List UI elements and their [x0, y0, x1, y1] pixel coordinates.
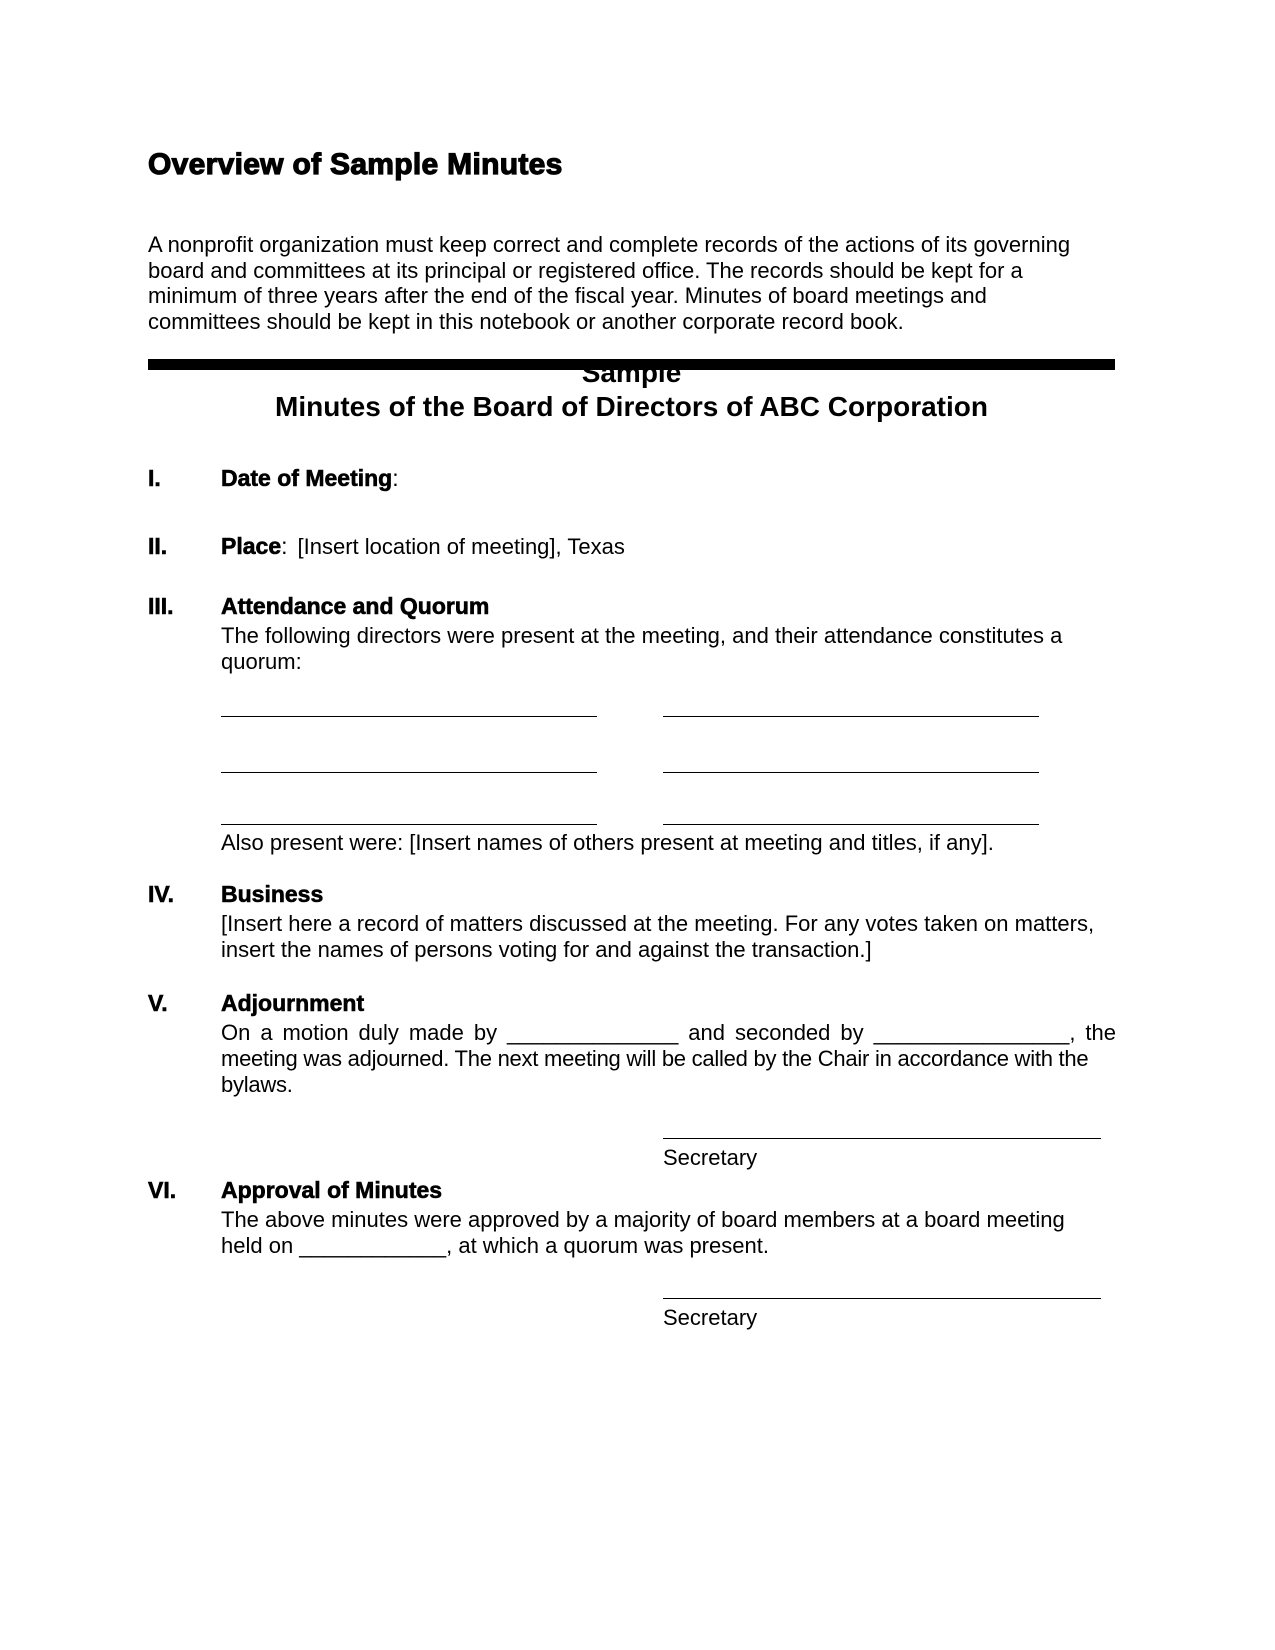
sample-title: Sample: [581, 357, 682, 388]
date-colon: :: [392, 465, 399, 491]
intro-paragraph: A nonprofit organization must keep correct and complete records of the actions of its governing board and committees at its principal or registered office. The records should be kept for a minimum of three years after the end of the fiscal year. Minutes of board meetings and committees should be kept in this notebook or another corporate record book.: [148, 232, 1071, 334]
adjournment-signature-line: [663, 1137, 1101, 1139]
place-heading: Place: [221, 533, 282, 559]
attendance-heading: Attendance and Quorum: [221, 593, 490, 619]
adjournment-line-1: On a motion duly made by ______________ and seconded by ________________, the: [221, 1020, 1116, 1045]
section-number-2: II.: [148, 533, 168, 559]
place-text: [Insert location of meeting], Texas: [297, 534, 625, 559]
business-text: [Insert here a record of matters discussed at the meeting. For any votes taken on matters, insert the names of persons voting for and against the transaction.]: [221, 911, 1095, 962]
adjournment-secretary-label: Secretary: [663, 1145, 758, 1170]
approval-heading: Approval of Minutes: [221, 1177, 443, 1203]
director-blank-2: [663, 715, 1039, 717]
section-number-1: I.: [148, 465, 161, 491]
section-number-5: V.: [148, 990, 168, 1016]
date-heading: Date of Meeting: [221, 465, 393, 491]
section-date-of-meeting: [221, 465, 399, 492]
section-number-4: IV.: [148, 881, 175, 907]
place-colon: :: [281, 533, 288, 559]
minutes-title: Minutes of the Board of Directors of ABC Corporation: [275, 391, 988, 422]
section-number-3: III.: [148, 593, 174, 619]
section-number-6: VI.: [148, 1177, 177, 1203]
director-blank-5: [221, 823, 597, 825]
also-present-text: Also present were: [Insert names of others present at meeting and titles, if any].: [221, 830, 994, 855]
section-place: [221, 533, 625, 560]
director-blank-6: [663, 823, 1039, 825]
director-blank-4: [663, 771, 1039, 773]
adjournment-line-2: meeting was adjourned. The next meeting will be called by the Chair in accordance with the bylaws.: [221, 1046, 1089, 1097]
approval-secretary-label: Secretary: [663, 1305, 758, 1330]
business-heading: Business: [221, 881, 324, 907]
director-blank-3: [221, 771, 597, 773]
director-blank-1: [221, 715, 597, 717]
approval-text: The above minutes were approved by a majority of board members at a board meeting held on ____________, at which a quorum was present.: [221, 1207, 1065, 1258]
adjournment-heading: Adjournment: [221, 990, 365, 1016]
page-title: Overview of Sample Minutes: [148, 148, 563, 181]
attendance-text: The following directors were present at the meeting, and their attendance constitutes a quorum:: [221, 623, 1063, 674]
approval-signature-line: [663, 1297, 1101, 1299]
